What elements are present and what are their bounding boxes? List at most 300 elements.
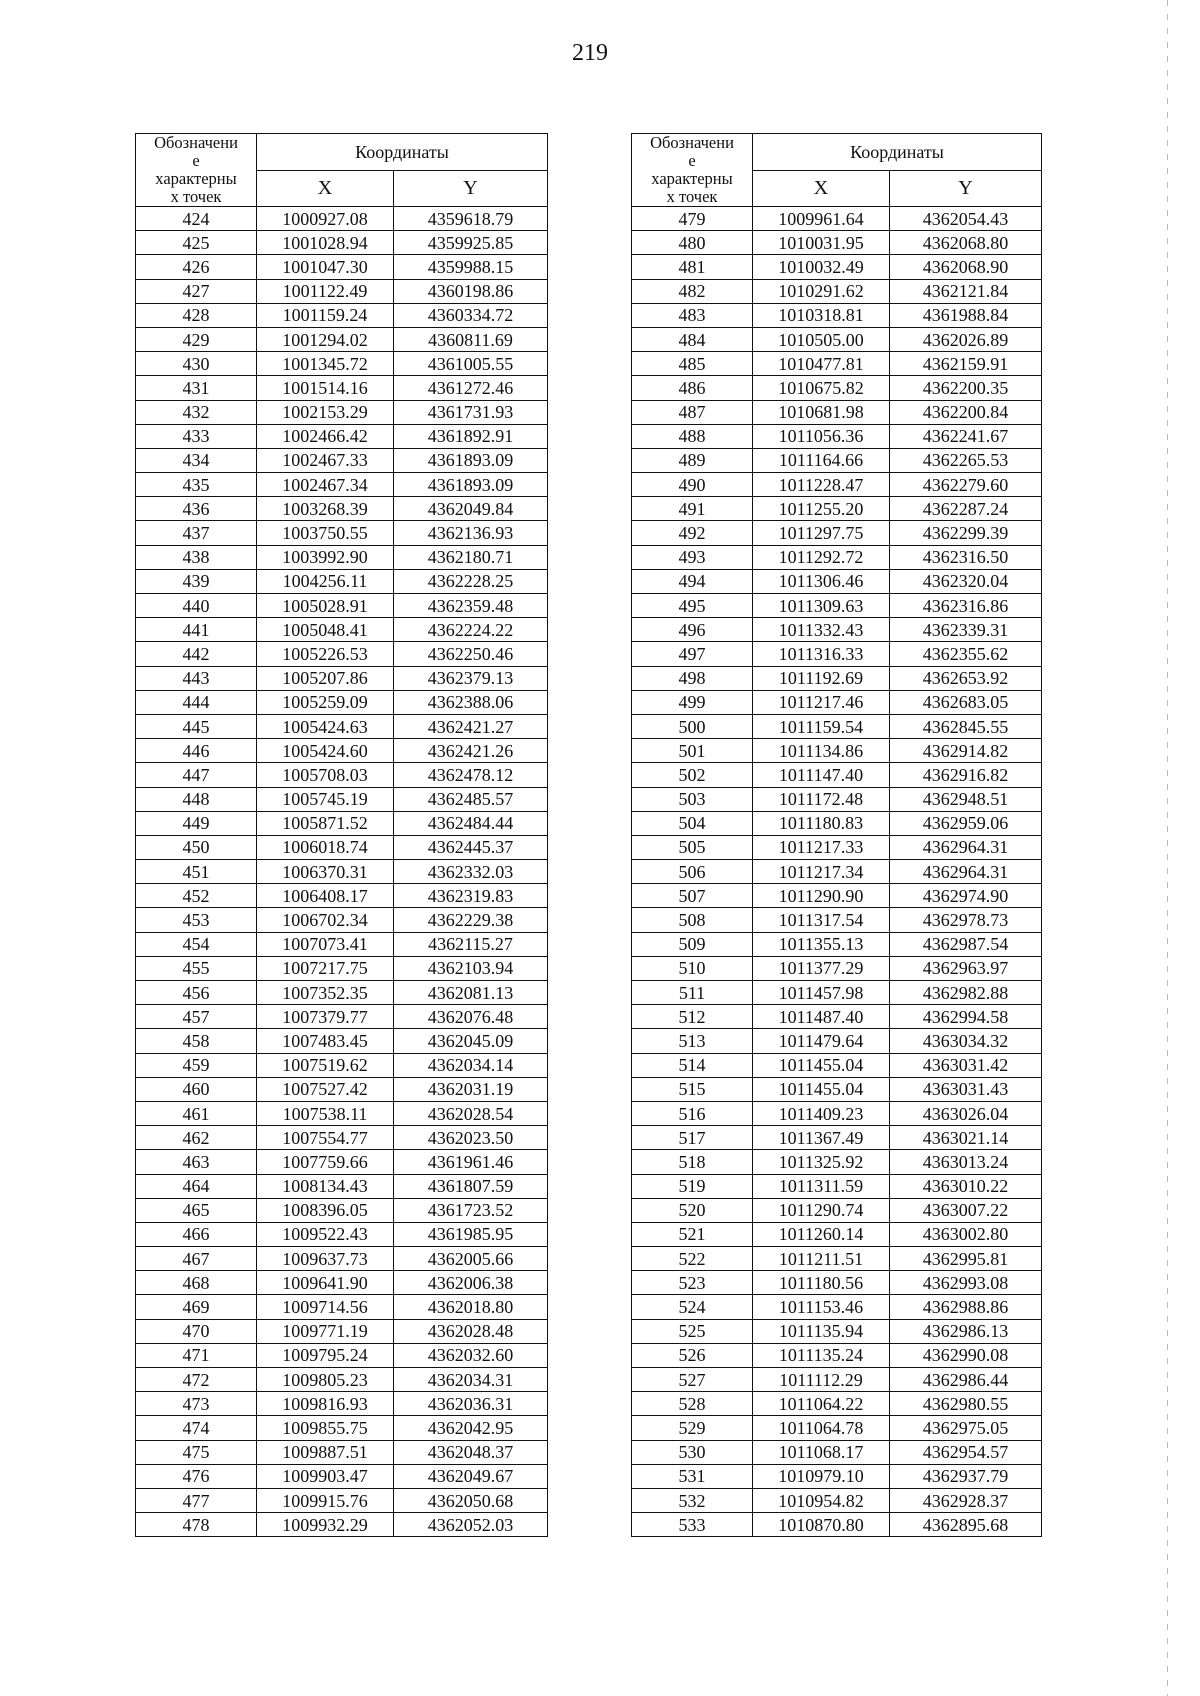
y-coordinate-cell: 4362006.38 [394,1271,548,1295]
x-coordinate-cell: 1011311.59 [753,1174,890,1198]
point-number-cell: 505 [632,835,753,859]
y-coordinate-cell: 4362963.97 [890,956,1042,980]
x-coordinate-cell: 1011217.46 [753,690,890,714]
table-row [632,1343,1042,1367]
point-number-cell: 448 [136,787,257,811]
y-coordinate-cell: 4362683.05 [890,690,1042,714]
point-number-cell: 527 [632,1368,753,1392]
table-row [632,1053,1042,1077]
y-coordinate-cell: 4362159.91 [890,352,1042,376]
x-coordinate-cell: 1006408.17 [257,884,394,908]
table-row [632,666,1042,690]
y-coordinate-cell: 4362445.37 [394,835,548,859]
point-number-cell: 524 [632,1295,753,1319]
point-number-cell: 449 [136,811,257,835]
table-row [136,1077,548,1101]
table-row [136,255,548,279]
x-coordinate-cell: 1009641.90 [257,1271,394,1295]
x-coordinate-cell: 1001122.49 [257,279,394,303]
point-number-cell: 513 [632,1029,753,1053]
x-coordinate-cell: 1009637.73 [257,1247,394,1271]
x-coordinate-cell: 1011211.51 [753,1247,890,1271]
table-row [632,932,1042,956]
y-coordinate-cell: 4362980.55 [890,1392,1042,1416]
point-number-cell: 440 [136,594,257,618]
y-coordinate-cell: 4360334.72 [394,303,548,327]
y-coordinate-cell: 4362319.83 [394,884,548,908]
table-row [136,1247,548,1271]
x-coordinate-cell: 1007554.77 [257,1126,394,1150]
x-coordinate-cell: 1001294.02 [257,327,394,351]
x-coordinate-cell: 1005424.63 [257,714,394,738]
point-number-cell: 461 [136,1101,257,1125]
x-coordinate-cell: 1007217.75 [257,956,394,980]
point-number-cell: 428 [136,303,257,327]
y-coordinate-cell: 4362954.57 [890,1440,1042,1464]
table-row [632,207,1042,231]
point-number-cell: 483 [632,303,753,327]
table-row [632,618,1042,642]
x-coordinate-cell: 1009771.19 [257,1319,394,1343]
x-coordinate-cell: 1011056.36 [753,424,890,448]
point-number-cell: 529 [632,1416,753,1440]
point-number-cell: 528 [632,1392,753,1416]
y-coordinate-cell: 4362250.46 [394,642,548,666]
table-row [136,545,548,569]
y-coordinate-cell: 4362355.62 [890,642,1042,666]
point-number-cell: 530 [632,1440,753,1464]
coordinates-header: Координаты [257,134,548,171]
table-row [136,424,548,448]
y-coordinate-cell: 4360198.86 [394,279,548,303]
x-coordinate-cell: 1010477.81 [753,352,890,376]
y-coordinate-cell: 4362054.43 [890,207,1042,231]
table-row [136,1126,548,1150]
point-number-cell: 434 [136,448,257,472]
table-row [136,1319,548,1343]
y-coordinate-cell: 4362026.89 [890,327,1042,351]
y-coordinate-cell: 4363031.42 [890,1053,1042,1077]
point-number-cell: 480 [632,231,753,255]
x-coordinate-cell: 1011228.47 [753,473,890,497]
table-row [136,400,548,424]
y-coordinate-cell: 4362982.88 [890,981,1042,1005]
x-coordinate-cell: 1009795.24 [257,1343,394,1367]
x-coordinate-cell: 1005207.86 [257,666,394,690]
table-row [136,1513,548,1537]
point-number-cell: 488 [632,424,753,448]
y-coordinate-cell: 4362988.86 [890,1295,1042,1319]
point-number-cell: 430 [136,352,257,376]
point-number-cell: 462 [136,1126,257,1150]
x-coordinate-cell: 1011306.46 [753,569,890,593]
x-coordinate-cell: 1003268.39 [257,497,394,521]
x-coordinate-cell: 1011147.40 [753,763,890,787]
x-coordinate-cell: 1007519.62 [257,1053,394,1077]
point-number-cell: 486 [632,376,753,400]
x-coordinate-cell: 1011355.13 [753,932,890,956]
x-coordinate-cell: 1011487.40 [753,1005,890,1029]
y-coordinate-cell: 4359618.79 [394,207,548,231]
table-row [632,811,1042,835]
x-coordinate-cell: 1009932.29 [257,1513,394,1537]
y-coordinate-cell: 4363007.22 [890,1198,1042,1222]
table-row [632,1416,1042,1440]
y-coordinate-cell: 4362050.68 [394,1488,548,1512]
point-number-cell: 438 [136,545,257,569]
table-row [632,594,1042,618]
table-row [632,376,1042,400]
table-row [136,569,548,593]
y-coordinate-cell: 4362316.86 [890,594,1042,618]
table-row [632,787,1042,811]
table-row [136,1198,548,1222]
point-number-cell: 491 [632,497,753,521]
point-number-cell: 525 [632,1319,753,1343]
table-row [632,1440,1042,1464]
y-coordinate-cell: 4360811.69 [394,327,548,351]
point-number-cell: 433 [136,424,257,448]
y-coordinate-cell: 4362914.82 [890,739,1042,763]
scan-edge-line [1167,0,1168,1696]
y-coordinate-cell: 4362359.48 [394,594,548,618]
y-coordinate-cell: 4362993.08 [890,1271,1042,1295]
point-number-cell: 503 [632,787,753,811]
y-coordinate-cell: 4362895.68 [890,1513,1042,1537]
point-number-cell: 484 [632,327,753,351]
table-row [632,690,1042,714]
point-number-cell: 501 [632,739,753,763]
table-row [136,1295,548,1319]
table-row [632,569,1042,593]
point-number-cell: 454 [136,932,257,956]
point-number-cell: 479 [632,207,753,231]
table-row [136,835,548,859]
x-coordinate-cell: 1001159.24 [257,303,394,327]
y-coordinate-cell: 4362990.08 [890,1343,1042,1367]
point-number-cell: 450 [136,835,257,859]
table-row [136,207,548,231]
x-coordinate-cell: 1011153.46 [753,1295,890,1319]
x-coordinate-cell: 1010291.62 [753,279,890,303]
x-coordinate-cell: 1000927.08 [257,207,394,231]
table-row [136,1174,548,1198]
table-row [632,714,1042,738]
x-coordinate-cell: 1005259.09 [257,690,394,714]
table-row [136,1368,548,1392]
y-coordinate-cell: 4361985.95 [394,1222,548,1246]
y-coordinate-cell: 4362379.13 [394,666,548,690]
x-coordinate-cell: 1010870.80 [753,1513,890,1537]
point-number-cell: 477 [136,1488,257,1512]
y-coordinate-cell: 4362928.37 [890,1488,1042,1512]
x-coordinate-cell: 1011064.22 [753,1392,890,1416]
x-coordinate-cell: 1011479.64 [753,1029,890,1053]
table-row [136,763,548,787]
table-row [632,739,1042,763]
x-coordinate-cell: 1009522.43 [257,1222,394,1246]
x-coordinate-cell: 1001345.72 [257,352,394,376]
point-number-cell: 471 [136,1343,257,1367]
table-row [632,1271,1042,1295]
table-row [632,956,1042,980]
y-coordinate-cell: 4362031.19 [394,1077,548,1101]
y-coordinate-cell: 4362959.06 [890,811,1042,835]
point-number-cell: 431 [136,376,257,400]
table-row [136,231,548,255]
table-row [632,424,1042,448]
point-number-cell: 443 [136,666,257,690]
x-coordinate-cell: 1011217.34 [753,860,890,884]
point-number-cell: 437 [136,521,257,545]
table-row [136,1101,548,1125]
x-coordinate-cell: 1006370.31 [257,860,394,884]
point-number-cell: 445 [136,714,257,738]
table-row [632,448,1042,472]
table-row [632,1126,1042,1150]
table-row [632,303,1042,327]
point-number-cell: 470 [136,1319,257,1343]
y-coordinate-cell: 4361961.46 [394,1150,548,1174]
y-coordinate-cell: 4362136.93 [394,521,548,545]
y-coordinate-cell: 4362478.12 [394,763,548,787]
y-coordinate-cell: 4362320.04 [890,569,1042,593]
table-row [136,1464,548,1488]
x-coordinate-cell: 1011409.23 [753,1101,890,1125]
point-number-cell: 497 [632,642,753,666]
y-coordinate-cell: 4362018.80 [394,1295,548,1319]
x-coordinate-cell: 1002153.29 [257,400,394,424]
point-number-cell: 498 [632,666,753,690]
y-coordinate-cell: 4362653.92 [890,666,1042,690]
table-row [136,1488,548,1512]
x-coordinate-cell: 1010681.98 [753,400,890,424]
x-coordinate-cell: 1011317.54 [753,908,890,932]
y-coordinate-cell: 4362068.90 [890,255,1042,279]
point-number-cell: 476 [136,1464,257,1488]
x-coordinate-cell: 1005745.19 [257,787,394,811]
point-number-cell: 446 [136,739,257,763]
point-number-cell: 460 [136,1077,257,1101]
x-coordinate-cell: 1007527.42 [257,1077,394,1101]
x-coordinate-cell: 1004256.11 [257,569,394,593]
y-coordinate-cell: 4362421.26 [394,739,548,763]
y-coordinate-cell: 4361893.09 [394,473,548,497]
point-number-cell: 511 [632,981,753,1005]
point-number-cell: 519 [632,1174,753,1198]
x-coordinate-cell: 1011367.49 [753,1126,890,1150]
point-number-cell: 500 [632,714,753,738]
table-row [136,352,548,376]
point-number-cell: 485 [632,352,753,376]
table-row [136,981,548,1005]
y-coordinate-cell: 4362028.48 [394,1319,548,1343]
point-number-cell: 436 [136,497,257,521]
point-label-header: Обозначени е характерны х точек [136,134,257,207]
x-coordinate-cell: 1007538.11 [257,1101,394,1125]
y-coordinate-cell: 4362049.67 [394,1464,548,1488]
y-coordinate-cell: 4362005.66 [394,1247,548,1271]
point-number-cell: 526 [632,1343,753,1367]
x-coordinate-cell: 1005048.41 [257,618,394,642]
y-coordinate-cell: 4362916.82 [890,763,1042,787]
x-coordinate-cell: 1008396.05 [257,1198,394,1222]
coordinates-header: Координаты [753,134,1042,171]
point-number-cell: 512 [632,1005,753,1029]
point-number-cell: 468 [136,1271,257,1295]
table-row [632,1150,1042,1174]
y-coordinate-cell: 4362045.09 [394,1029,548,1053]
y-coordinate-cell: 4362845.55 [890,714,1042,738]
table-row [136,1343,548,1367]
y-coordinate-cell: 4362081.13 [394,981,548,1005]
table-row [632,1101,1042,1125]
table-row [136,521,548,545]
x-coordinate-cell: 1002466.42 [257,424,394,448]
x-coordinate-cell: 1011217.33 [753,835,890,859]
table-row [632,860,1042,884]
table-row [632,1319,1042,1343]
x-coordinate-cell: 1001028.94 [257,231,394,255]
point-number-cell: 467 [136,1247,257,1271]
x-coordinate-cell: 1009903.47 [257,1464,394,1488]
y-coordinate-cell: 4362987.54 [890,932,1042,956]
coordinates-table-right [631,133,1042,1537]
y-coordinate-cell: 4362339.31 [890,618,1042,642]
point-number-cell: 487 [632,400,753,424]
y-coordinate-cell: 4362048.37 [394,1440,548,1464]
point-number-cell: 455 [136,956,257,980]
point-number-cell: 441 [136,618,257,642]
y-coordinate-cell: 4362279.60 [890,473,1042,497]
point-number-cell: 473 [136,1392,257,1416]
y-coordinate-cell: 4362974.90 [890,884,1042,908]
x-coordinate-cell: 1011135.94 [753,1319,890,1343]
point-number-cell: 466 [136,1222,257,1246]
table-row [136,473,548,497]
x-coordinate-cell: 1009816.93 [257,1392,394,1416]
point-number-cell: 452 [136,884,257,908]
x-coordinate-cell: 1011290.90 [753,884,890,908]
x-coordinate-cell: 1002467.33 [257,448,394,472]
y-coordinate-cell: 4361272.46 [394,376,548,400]
x-coordinate-cell: 1010032.49 [753,255,890,279]
table-row [136,642,548,666]
x-coordinate-cell: 1011180.56 [753,1271,890,1295]
x-coordinate-cell: 1007352.35 [257,981,394,1005]
y-coordinate-cell: 4362200.84 [890,400,1042,424]
x-coordinate-cell: 1009805.23 [257,1368,394,1392]
x-coordinate-cell: 1011260.14 [753,1222,890,1246]
y-coordinate-cell: 4362332.03 [394,860,548,884]
y-coordinate-cell: 4362964.31 [890,835,1042,859]
point-number-cell: 453 [136,908,257,932]
x-coordinate-cell: 1011297.75 [753,521,890,545]
table-row [632,497,1042,521]
table-row [632,1464,1042,1488]
y-coordinate-cell: 4363031.43 [890,1077,1042,1101]
table-row [136,739,548,763]
table-row [136,279,548,303]
y-coordinate-cell: 4362180.71 [394,545,548,569]
y-coordinate-cell: 4362034.31 [394,1368,548,1392]
y-coordinate-cell: 4362484.44 [394,811,548,835]
y-coordinate-cell: 4359925.85 [394,231,548,255]
point-number-cell: 522 [632,1247,753,1271]
point-number-cell: 424 [136,207,257,231]
x-coordinate-cell: 1003750.55 [257,521,394,545]
table-row [136,884,548,908]
point-number-cell: 506 [632,860,753,884]
table-body [632,207,1042,1537]
x-coordinate-cell: 1011112.29 [753,1368,890,1392]
x-coordinate-cell: 1010031.95 [753,231,890,255]
table-row [632,1029,1042,1053]
table-row [136,594,548,618]
y-coordinate-cell: 4361731.93 [394,400,548,424]
table-row [632,473,1042,497]
point-number-cell: 463 [136,1150,257,1174]
table-row [136,618,548,642]
x-coordinate-cell: 1011068.17 [753,1440,890,1464]
x-coordinate-cell: 1009961.64 [753,207,890,231]
table-row [136,327,548,351]
x-coordinate-cell: 1009915.76 [257,1488,394,1512]
x-coordinate-cell: 1005708.03 [257,763,394,787]
y-coordinate-cell: 4362964.31 [890,860,1042,884]
x-coordinate-cell: 1011325.92 [753,1150,890,1174]
table-row [632,1077,1042,1101]
y-coordinate-cell: 4362975.05 [890,1416,1042,1440]
y-column-header: Y [890,170,1042,207]
y-coordinate-cell: 4362948.51 [890,787,1042,811]
y-coordinate-cell: 4362265.53 [890,448,1042,472]
y-coordinate-cell: 4362228.25 [394,569,548,593]
y-coordinate-cell: 4361893.09 [394,448,548,472]
y-coordinate-cell: 4362028.54 [394,1101,548,1125]
table-row [136,1053,548,1077]
y-coordinate-cell: 4362421.27 [394,714,548,738]
table-row [632,908,1042,932]
x-coordinate-cell: 1011159.54 [753,714,890,738]
point-number-cell: 447 [136,763,257,787]
y-coordinate-cell: 4363010.22 [890,1174,1042,1198]
table-row [136,666,548,690]
point-number-cell: 435 [136,473,257,497]
x-coordinate-cell: 1011457.98 [753,981,890,1005]
y-coordinate-cell: 4362023.50 [394,1126,548,1150]
y-coordinate-cell: 4362032.60 [394,1343,548,1367]
point-number-cell: 507 [632,884,753,908]
point-number-cell: 518 [632,1150,753,1174]
y-coordinate-cell: 4362115.27 [394,932,548,956]
table-row [632,1198,1042,1222]
y-coordinate-cell: 4362986.44 [890,1368,1042,1392]
point-number-cell: 464 [136,1174,257,1198]
y-coordinate-cell: 4359988.15 [394,255,548,279]
table-row [136,714,548,738]
point-number-cell: 475 [136,1440,257,1464]
table-row [136,376,548,400]
table-row [136,448,548,472]
point-number-cell: 496 [632,618,753,642]
point-number-cell: 502 [632,763,753,787]
table-row [136,1440,548,1464]
x-coordinate-cell: 1011455.04 [753,1053,890,1077]
point-number-cell: 521 [632,1222,753,1246]
table-row [136,497,548,521]
point-number-cell: 517 [632,1126,753,1150]
